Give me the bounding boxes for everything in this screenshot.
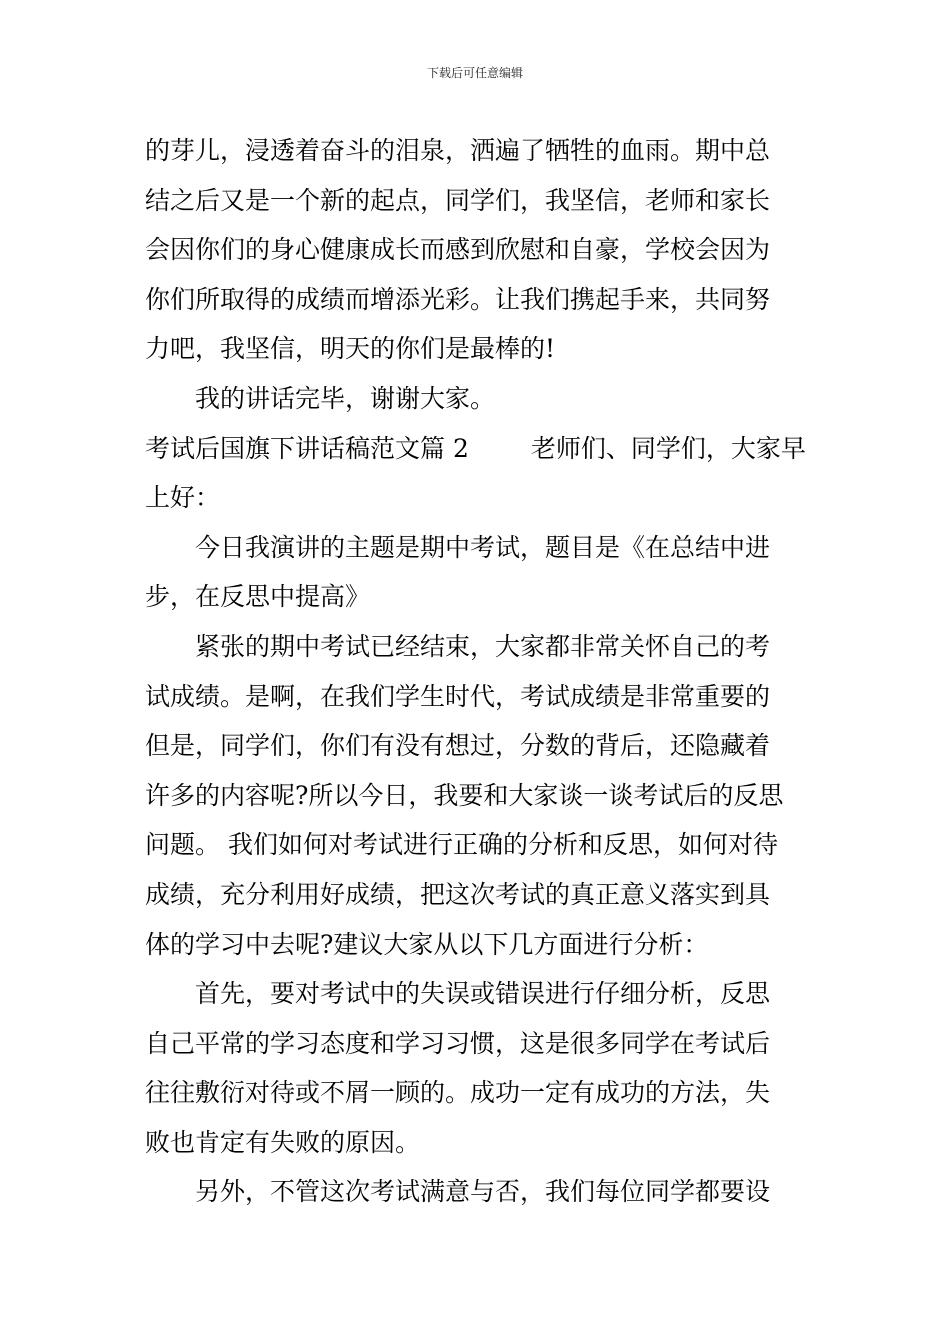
text-line: 今日我演讲的主题是期中考试，题目是《在总结中进 (195, 532, 771, 562)
text-line: 另外，不管这次考试满意与否，我们每位同学都要设 (195, 1177, 771, 1207)
page-header: 下载后可任意编辑 (426, 66, 523, 80)
text-line: 紧张的期中考试已经结束，大家都非常关怀自己的考 (195, 631, 771, 661)
text-line: 你们所取得的成绩而增添光彩。让我们携起手来，共同努 (145, 284, 771, 314)
text-line: 问题。 我们如何对考试进行正确的分析和反思，如何对待 (145, 830, 778, 860)
section-heading-line (145, 424, 810, 474)
text-line: 力吧，我坚信，明天的你们是最棒的! (145, 334, 556, 364)
text-line: 会因你们的身心健康成长而感到欣慰和自豪，学校会因为 (145, 235, 771, 265)
section-title: 考试后国旗下讲话稿范文篇 2 (145, 433, 469, 463)
text-line: 首先，要对考试中的失误或错误进行仔细分析，反思 (195, 979, 771, 1009)
text-line: 步，在反思中提高》 (145, 582, 371, 612)
text-line: 败也肯定有失败的原因。 (145, 1127, 421, 1157)
text-line: 结之后又是一个新的起点，同学们，我坚信，老师和家长 (145, 185, 771, 215)
text-line: 许多的内容呢?所以今日，我要和大家谈一谈考试后的反思 (145, 780, 784, 810)
document-body (145, 126, 810, 1217)
text-line: 的芽儿，浸透着奋斗的泪泉，洒遍了牺牲的血雨。期中总 (145, 136, 771, 165)
text-line: 往往敷衍对待或不屑一顾的。成功一定有成功的方法，失 (145, 1078, 771, 1108)
text-line: 试成绩。是啊，在我们学生时代，考试成绩是非常重要的 (145, 681, 771, 711)
text-line: 成绩，充分利用好成绩，把这次考试的真正意义落实到具 (145, 879, 771, 909)
text-line: 自己平常的学习态度和学习习惯，这是很多同学在考试后 (145, 1028, 771, 1058)
text-line: 体的学习中去呢?建议大家从以下几方面进行分析： (145, 929, 709, 959)
text-line: 上好： (145, 483, 221, 513)
text-line: 但是，同学们，你们有没有想过，分数的背后，还隐藏着 (145, 731, 771, 761)
text-line: 我的讲话完毕，谢谢大家。 (195, 383, 496, 413)
section-title-tail: 老师们、同学们，大家早 (530, 433, 806, 463)
